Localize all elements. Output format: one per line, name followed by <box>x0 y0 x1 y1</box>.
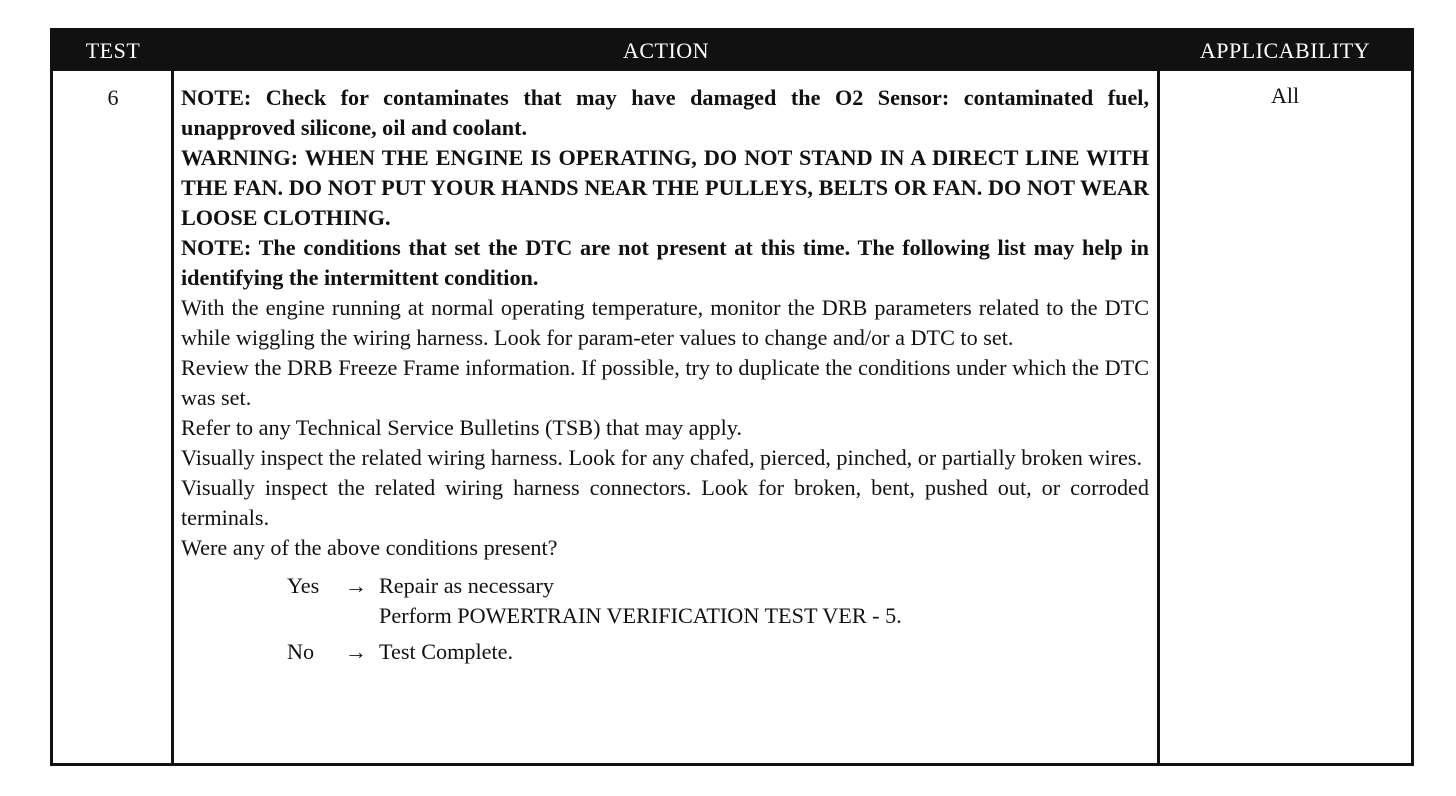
action-paragraph: Were any of the above conditions present? <box>181 535 558 560</box>
diagnostic-test-table <box>50 28 1414 766</box>
test-number: 6 <box>107 85 119 110</box>
column-divider <box>1157 71 1160 763</box>
right-arrow-icon: → <box>344 573 368 598</box>
table-header <box>53 31 1411 71</box>
answer-label: Yes <box>287 573 320 598</box>
answer-line: Test Complete. <box>379 639 514 664</box>
action-cell <box>181 83 1149 667</box>
answer-label: No <box>287 639 315 664</box>
column-divider <box>171 71 174 763</box>
action-paragraph: Review the DRB Freeze Frame information. If possible, try to duplicate the conditions under which the DTC was set. <box>181 355 1149 410</box>
right-arrow-icon: → <box>344 639 368 664</box>
header-test: TEST <box>85 38 141 63</box>
action-paragraph: NOTE: Check for contaminates that may have damaged the O2 Sensor: contaminated fuel, unapproved silicone, oil and coolant. <box>181 85 1149 140</box>
answer-text <box>379 637 513 667</box>
header-applicability: APPLICABILITY <box>1199 38 1371 63</box>
action-paragraph: Refer to any Technical Service Bulletins (TSB) that may apply. <box>181 415 742 440</box>
action-paragraph: With the engine running at normal operating temperature, monitor the DRB parameters related to the DTC while wiggling the wiring harness. Look for param-eter values to change and/or a DTC to set. <box>181 295 1149 350</box>
answer-text <box>379 571 902 631</box>
answer-no <box>287 637 1149 667</box>
answer-list <box>287 571 1149 667</box>
action-paragraph: WARNING: WHEN THE ENGINE IS OPERATING, DO NOT STAND IN A DIRECT LINE WITH THE FAN. DO NOT PUT YOUR HANDS NEAR THE PULLEYS, BELTS OR FAN. DO NOT WEAR LOOSE CLOTHING. <box>181 145 1149 230</box>
action-paragraph: NOTE: The conditions that set the DTC are not present at this time. The following list may help in identifying the intermittent condition. <box>181 235 1149 290</box>
action-paragraph: Visually inspect the related wiring harness. Look for any chafed, pierced, pinched, or partially broken wires. <box>181 445 1143 470</box>
answer-yes <box>287 571 1149 631</box>
answer-line: Perform POWERTRAIN VERIFICATION TEST VER - 5. <box>379 603 902 628</box>
applicability-value: All <box>1270 83 1300 108</box>
header-action: ACTION <box>622 38 710 63</box>
action-paragraph: Visually inspect the related wiring harness connectors. Look for broken, bent, pushed out, or corroded terminals. <box>181 475 1149 530</box>
answer-line: Repair as necessary <box>379 573 554 598</box>
